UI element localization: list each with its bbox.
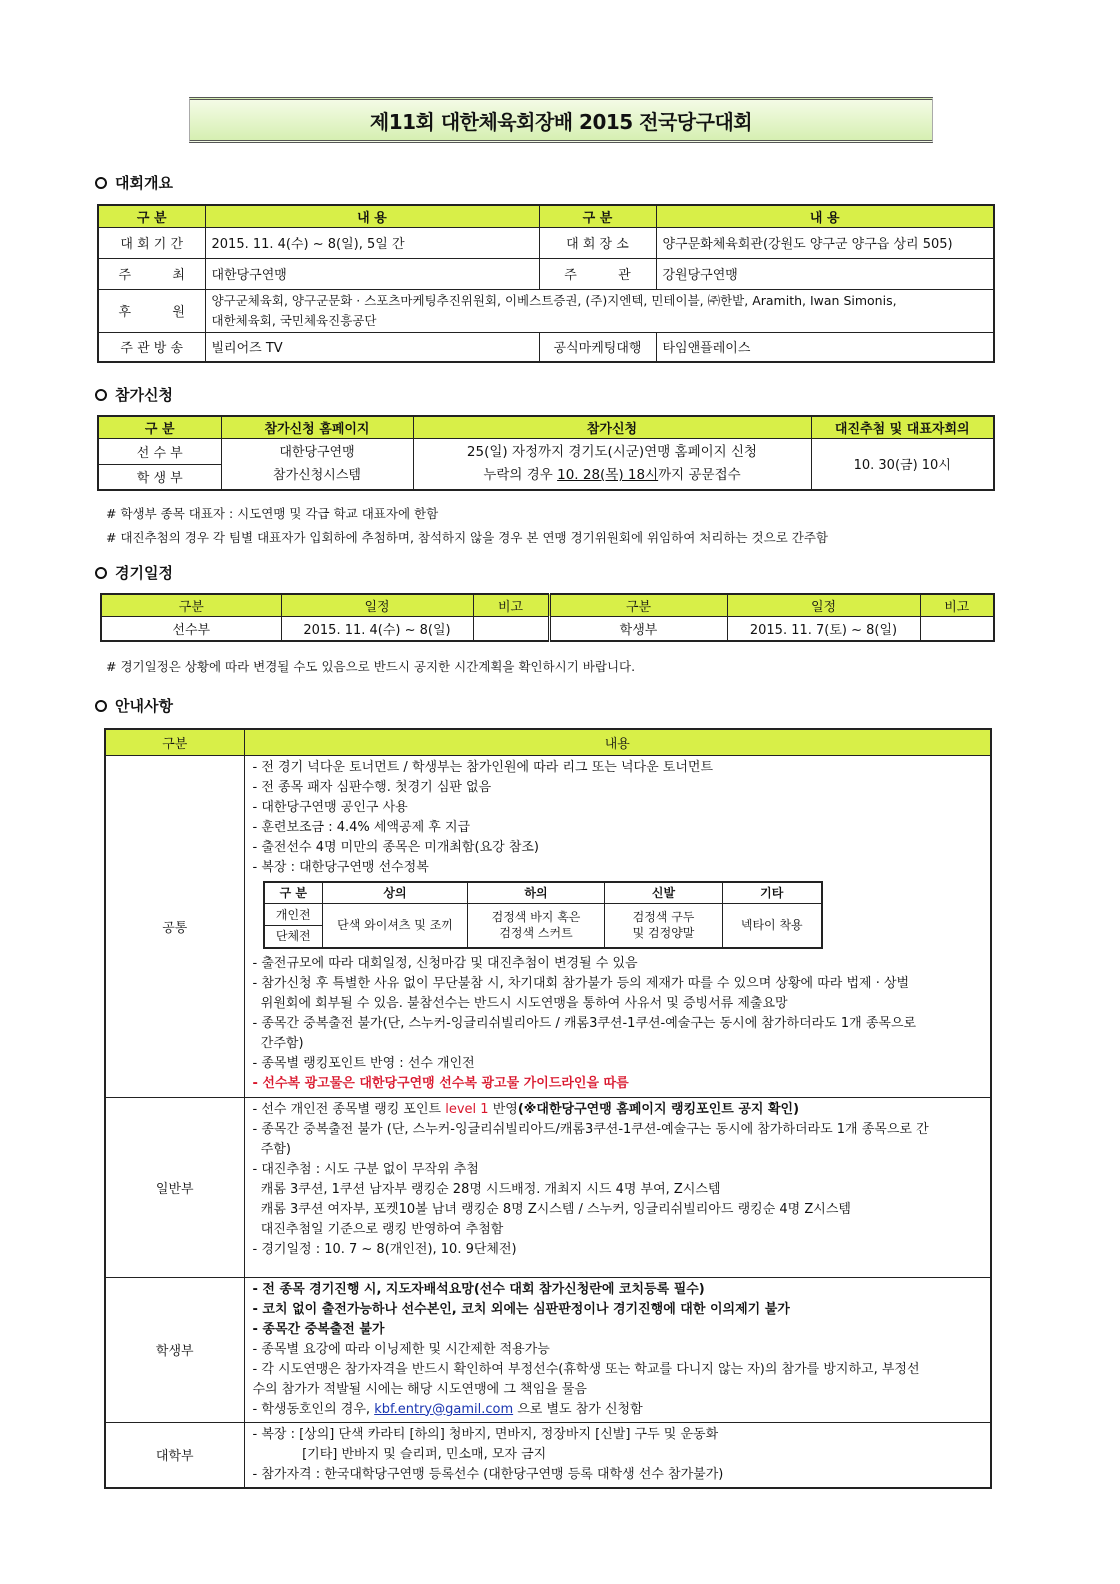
general-item-1c: 반영 <box>488 1101 518 1117</box>
common-item-2: - 전 종목 패자 심판수행. 첫경기 심판 없음 <box>252 779 492 795</box>
schedule-header-note-1: 비고 <box>473 594 549 616</box>
notice-general-label: 일반부 <box>105 1097 244 1277</box>
general-item-3-line-2: 캐롬 3쿠션, 1쿠션 남자부 랭킹순 28명 시드배정. 개최지 시드 4명 부여, Z시스템 <box>252 1181 721 1197</box>
apply-div-student: 학 생 부 <box>98 464 221 490</box>
dress-header-2: 상의 <box>323 882 468 904</box>
broadcast-value: 빌리어즈 TV <box>205 332 539 362</box>
common-item-6: - 복장 : 대한당구연맹 선수정복 <box>252 859 429 875</box>
section-overview-heading <box>95 172 173 193</box>
overview-header-2: 내 용 <box>205 205 539 227</box>
sponsor-line-1: 양구군체육회, 양구군문화 · 스포츠마케팅추진위원회, 이베스트증권, (주)지엔텍, 민테이블, ㈜한밭, Aramith, Iwan Simonis, <box>211 292 897 308</box>
sponsor-line-2: 대한체육회, 국민체육진흥공단 <box>211 312 377 328</box>
dress-header-4: 신발 <box>605 882 723 904</box>
dress-bottom-line-2: 검정색 스커트 <box>499 926 573 941</box>
period-label: 대 회 기 간 <box>98 227 205 258</box>
organizer-value: 강원당구연맹 <box>656 258 994 289</box>
general-item-1d: (※대한당구연맹 홈페이지 랭킹포인트 공지 확인) <box>517 1101 800 1117</box>
apply-table <box>97 415 995 491</box>
general-item-4: - 경기일정 : 10. 7 ~ 8(개인전), 10. 9단체전) <box>252 1241 517 1257</box>
student-item-2: - 코치 없이 출전가능하나 선수본인, 코치 외에는 심판판정이나 경기진행에 대한 이의제기 불가 <box>252 1301 790 1317</box>
dress-header-1: 구 분 <box>264 882 323 904</box>
general-item-2-cont: 주함) <box>252 1141 291 1157</box>
dress-header-3: 하의 <box>468 882 605 904</box>
general-item-1a: - 선수 개인전 종목별 랭킹 포인트 <box>252 1101 446 1117</box>
broadcast-label: 주 관 방 송 <box>98 332 205 362</box>
common-item-11: - 선수복 광고물은 대한당구연맹 선수복 광고물 가이드라인을 따름 <box>252 1075 629 1091</box>
section-notice-heading <box>95 695 173 716</box>
dress-row-team: 단체전 <box>264 926 323 948</box>
dress-etc: 넥타이 착용 <box>723 904 822 948</box>
general-level: level 1 <box>445 1101 489 1117</box>
organizer-label: 주 관 <box>539 258 656 289</box>
section-schedule-label: 경기일정 <box>115 564 173 582</box>
schedule-div-athlete: 선수부 <box>101 616 281 641</box>
circle-bullet-icon <box>95 567 107 579</box>
section-apply-label: 참가신청 <box>115 386 173 404</box>
circle-bullet-icon <box>95 177 107 189</box>
section-overview-label: 대회개요 <box>115 174 173 192</box>
student-item-6b: 으로 별도 참가 신청함 <box>513 1401 643 1417</box>
apply-method <box>413 438 811 490</box>
univ-item-2: - 참가자격 : 한국대학당구연맹 등록선수 (대한당구연맹 등록 대학생 선수 참가불가) <box>252 1466 724 1482</box>
student-item-4: - 종목별 요강에 따라 이닝제한 및 시간제한 적용가능 <box>252 1341 550 1357</box>
schedule-header-div-2: 구분 <box>549 594 727 616</box>
apply-method-line-2 <box>420 464 805 487</box>
common-item-8-cont: 위원회에 회부될 수 있음. 불참선수는 반드시 시도연맹을 통하여 사유서 및 증빙서류 제출요망 <box>252 995 788 1011</box>
notice-univ-label: 대학부 <box>105 1422 244 1488</box>
schedule-header-date-1: 일정 <box>281 594 473 616</box>
notice-common-content <box>244 755 991 1097</box>
apply-note-2: # 대진추첨의 경우 각 팀별 대표자가 입회하에 추첨하며, 참석하지 않을 경우 본 연맹 경기위원회에 위임하여 처리하는 것으로 간주함 <box>106 530 828 545</box>
schedule-note-student <box>920 616 994 641</box>
general-item-3-line-4: 대진추첨일 기준으로 랭킹 반영하여 추첨함 <box>252 1221 504 1237</box>
overview-header-3: 구 분 <box>539 205 656 227</box>
schedule-note: # 경기일정은 상황에 따라 변경될 수도 있음으로 반드시 공지한 시간계획을 확인하시기 바랍니다. <box>106 659 636 674</box>
dress-shoes-line-2: 및 검정양말 <box>632 926 695 941</box>
schedule-table <box>100 593 995 642</box>
student-item-5-cont: 수의 참가가 적발될 시에는 해당 시도연맹에 그 책임을 물음 <box>252 1381 587 1397</box>
notice-common-label: 공통 <box>105 755 244 1097</box>
dress-shoes <box>605 904 723 948</box>
venue-value: 양구문화체육회관(강원도 양구군 양구읍 상리 505) <box>656 227 994 258</box>
overview-table <box>97 204 995 363</box>
student-email-link[interactable]: kbf.entry@gamil.com <box>374 1401 514 1417</box>
apply-site <box>221 438 413 490</box>
apply-method-line-2c: 까지 공문접수 <box>658 466 741 483</box>
general-item-1 <box>253 1100 983 1120</box>
overview-header-4: 내 용 <box>656 205 994 227</box>
common-item-9-cont: 간주함) <box>252 1035 304 1051</box>
univ-item-1-cont: [기타] 반바지 및 슬리퍼, 민소매, 모자 금지 <box>252 1446 547 1462</box>
general-item-3-line-3: 캐롬 3쿠션 여자부, 포켓10볼 남녀 랭킹순 8명 Z시스템 / 스누커, 잉글리쉬빌리아드 랭킹순 4명 Z시스템 <box>252 1201 851 1217</box>
apply-method-line-1: 25(일) 자정까지 경기도(시군)연맹 홈페이지 신청 <box>466 443 758 460</box>
general-item-2: - 종목간 중복출전 불가 (단, 스누커-잉글리쉬빌리아드/캐롬3쿠션-1쿠션-예술구는 동시에 참가하더라도 1개 종목으로 간 <box>252 1121 929 1137</box>
apply-header-1: 구 분 <box>98 416 221 438</box>
dress-header-5: 기타 <box>723 882 822 904</box>
notice-header-div: 구분 <box>105 729 244 755</box>
marketing-value: 타임앤플레이스 <box>656 332 994 362</box>
dress-bottom-line-1: 검정색 바지 혹은 <box>491 910 581 925</box>
marketing-label: 공식마케팅대행 <box>539 332 656 362</box>
dress-top: 단색 와이셔츠 및 조끼 <box>323 904 468 948</box>
apply-method-line-2a: 누락의 경우 <box>483 466 558 483</box>
notice-student-content <box>244 1277 991 1422</box>
dress-code-table <box>263 881 823 949</box>
circle-bullet-icon <box>95 700 107 712</box>
univ-item-1: - 복장 : [상의] 단색 카라티 [하의] 청바지, 면바지, 정장바지 [신발] 구두 및 운동화 <box>252 1426 719 1442</box>
notice-univ-content <box>244 1422 991 1488</box>
student-item-1: - 전 종목 경기진행 시, 지도자배석요망(선수 대회 참가신청란에 코치등록 필수) <box>252 1281 705 1297</box>
student-item-3: - 종목간 중복출전 불가 <box>252 1321 385 1337</box>
apply-draw-date: 10. 30(금) 10시 <box>811 438 994 490</box>
common-item-4: - 훈련보조금 : 4.4% 세액공제 후 지급 <box>252 819 471 835</box>
apply-div-athlete: 선 수 부 <box>98 438 221 464</box>
common-item-1: - 전 경기 넉다운 토너먼트 / 학생부는 참가인원에 따라 리그 또는 넉다운 토너먼트 <box>252 759 714 775</box>
period-value: 2015. 11. 4(수) ~ 8(일), 5일 간 <box>205 227 539 258</box>
apply-site-line-2: 참가신청시스템 <box>273 467 361 483</box>
schedule-note-athlete <box>473 616 549 641</box>
section-schedule-heading <box>95 562 173 583</box>
student-item-6 <box>253 1400 983 1420</box>
host-label: 주 최 <box>98 258 205 289</box>
schedule-header-date-2: 일정 <box>727 594 920 616</box>
apply-header-4: 대진추첨 및 대표자회의 <box>811 416 994 438</box>
common-item-10: - 종목별 랭킹포인트 반영 : 선수 개인전 <box>252 1055 475 1071</box>
circle-bullet-icon <box>95 389 107 401</box>
dress-shoes-line-1: 검정색 구두 <box>632 910 695 925</box>
notice-header-content: 내용 <box>244 729 991 755</box>
dress-row-individual: 개인전 <box>264 904 323 926</box>
section-apply-heading <box>95 384 173 405</box>
notice-general-content <box>244 1097 991 1277</box>
section-notice-label: 안내사항 <box>115 697 173 715</box>
schedule-header-div-1: 구분 <box>101 594 281 616</box>
common-item-9: - 종목간 중복출전 불가(단, 스누커-잉글리쉬빌리아드 / 캐롬3쿠션-1쿠션-예술구는 동시에 참가하더라도 1개 종목으로 <box>252 1015 917 1031</box>
page-title: 제11회 대한체육회장배 2015 전국당구대회 <box>189 97 933 143</box>
schedule-date-athlete: 2015. 11. 4(수) ~ 8(일) <box>281 616 473 641</box>
common-item-8: - 참가신청 후 특별한 사유 없이 무단불참 시, 차기대회 참가불가 등의 제재가 따를 수 있으며 상황에 따라 법제 · 상벌 <box>252 975 910 991</box>
notice-table <box>104 728 992 1489</box>
apply-header-2: 참가신청 홈페이지 <box>221 416 413 438</box>
venue-label: 대 회 장 소 <box>539 227 656 258</box>
schedule-header-note-2: 비고 <box>920 594 994 616</box>
notice-student-label: 학생부 <box>105 1277 244 1422</box>
sponsor-label: 후 원 <box>98 289 205 332</box>
schedule-div-student: 학생부 <box>549 616 727 641</box>
apply-header-3: 참가신청 <box>413 416 811 438</box>
overview-header-1: 구 분 <box>98 205 205 227</box>
sponsor-value <box>205 289 994 332</box>
apply-note-1: # 학생부 종목 대표자 : 시도연맹 및 각급 학교 대표자에 한함 <box>106 506 439 521</box>
student-item-6a: - 학생동호인의 경우, <box>252 1401 375 1417</box>
apply-deadline: 10. 28(목) 18시 <box>557 466 659 483</box>
host-value: 대한당구연맹 <box>205 258 539 289</box>
general-item-3: - 대진추첨 : 시도 구분 없이 무작위 추첨 <box>252 1161 479 1177</box>
dress-bottom <box>468 904 605 948</box>
student-item-5: - 각 시도연맹은 참가자격을 반드시 확인하여 부정선수(휴학생 또는 학교를 다니지 않는 자)의 참가를 방지하고, 부정선 <box>252 1361 920 1377</box>
schedule-date-student: 2015. 11. 7(토) ~ 8(일) <box>727 616 920 641</box>
apply-site-line-1: 대한당구연맹 <box>279 444 355 460</box>
common-item-3: - 대한당구연맹 공인구 사용 <box>252 799 408 815</box>
common-item-5: - 출전선수 4명 미만의 종목은 미개최함(요강 참조) <box>252 839 540 855</box>
common-item-7: - 출전규모에 따라 대회일정, 신청마감 및 대진추첨이 변경될 수 있음 <box>252 955 638 971</box>
